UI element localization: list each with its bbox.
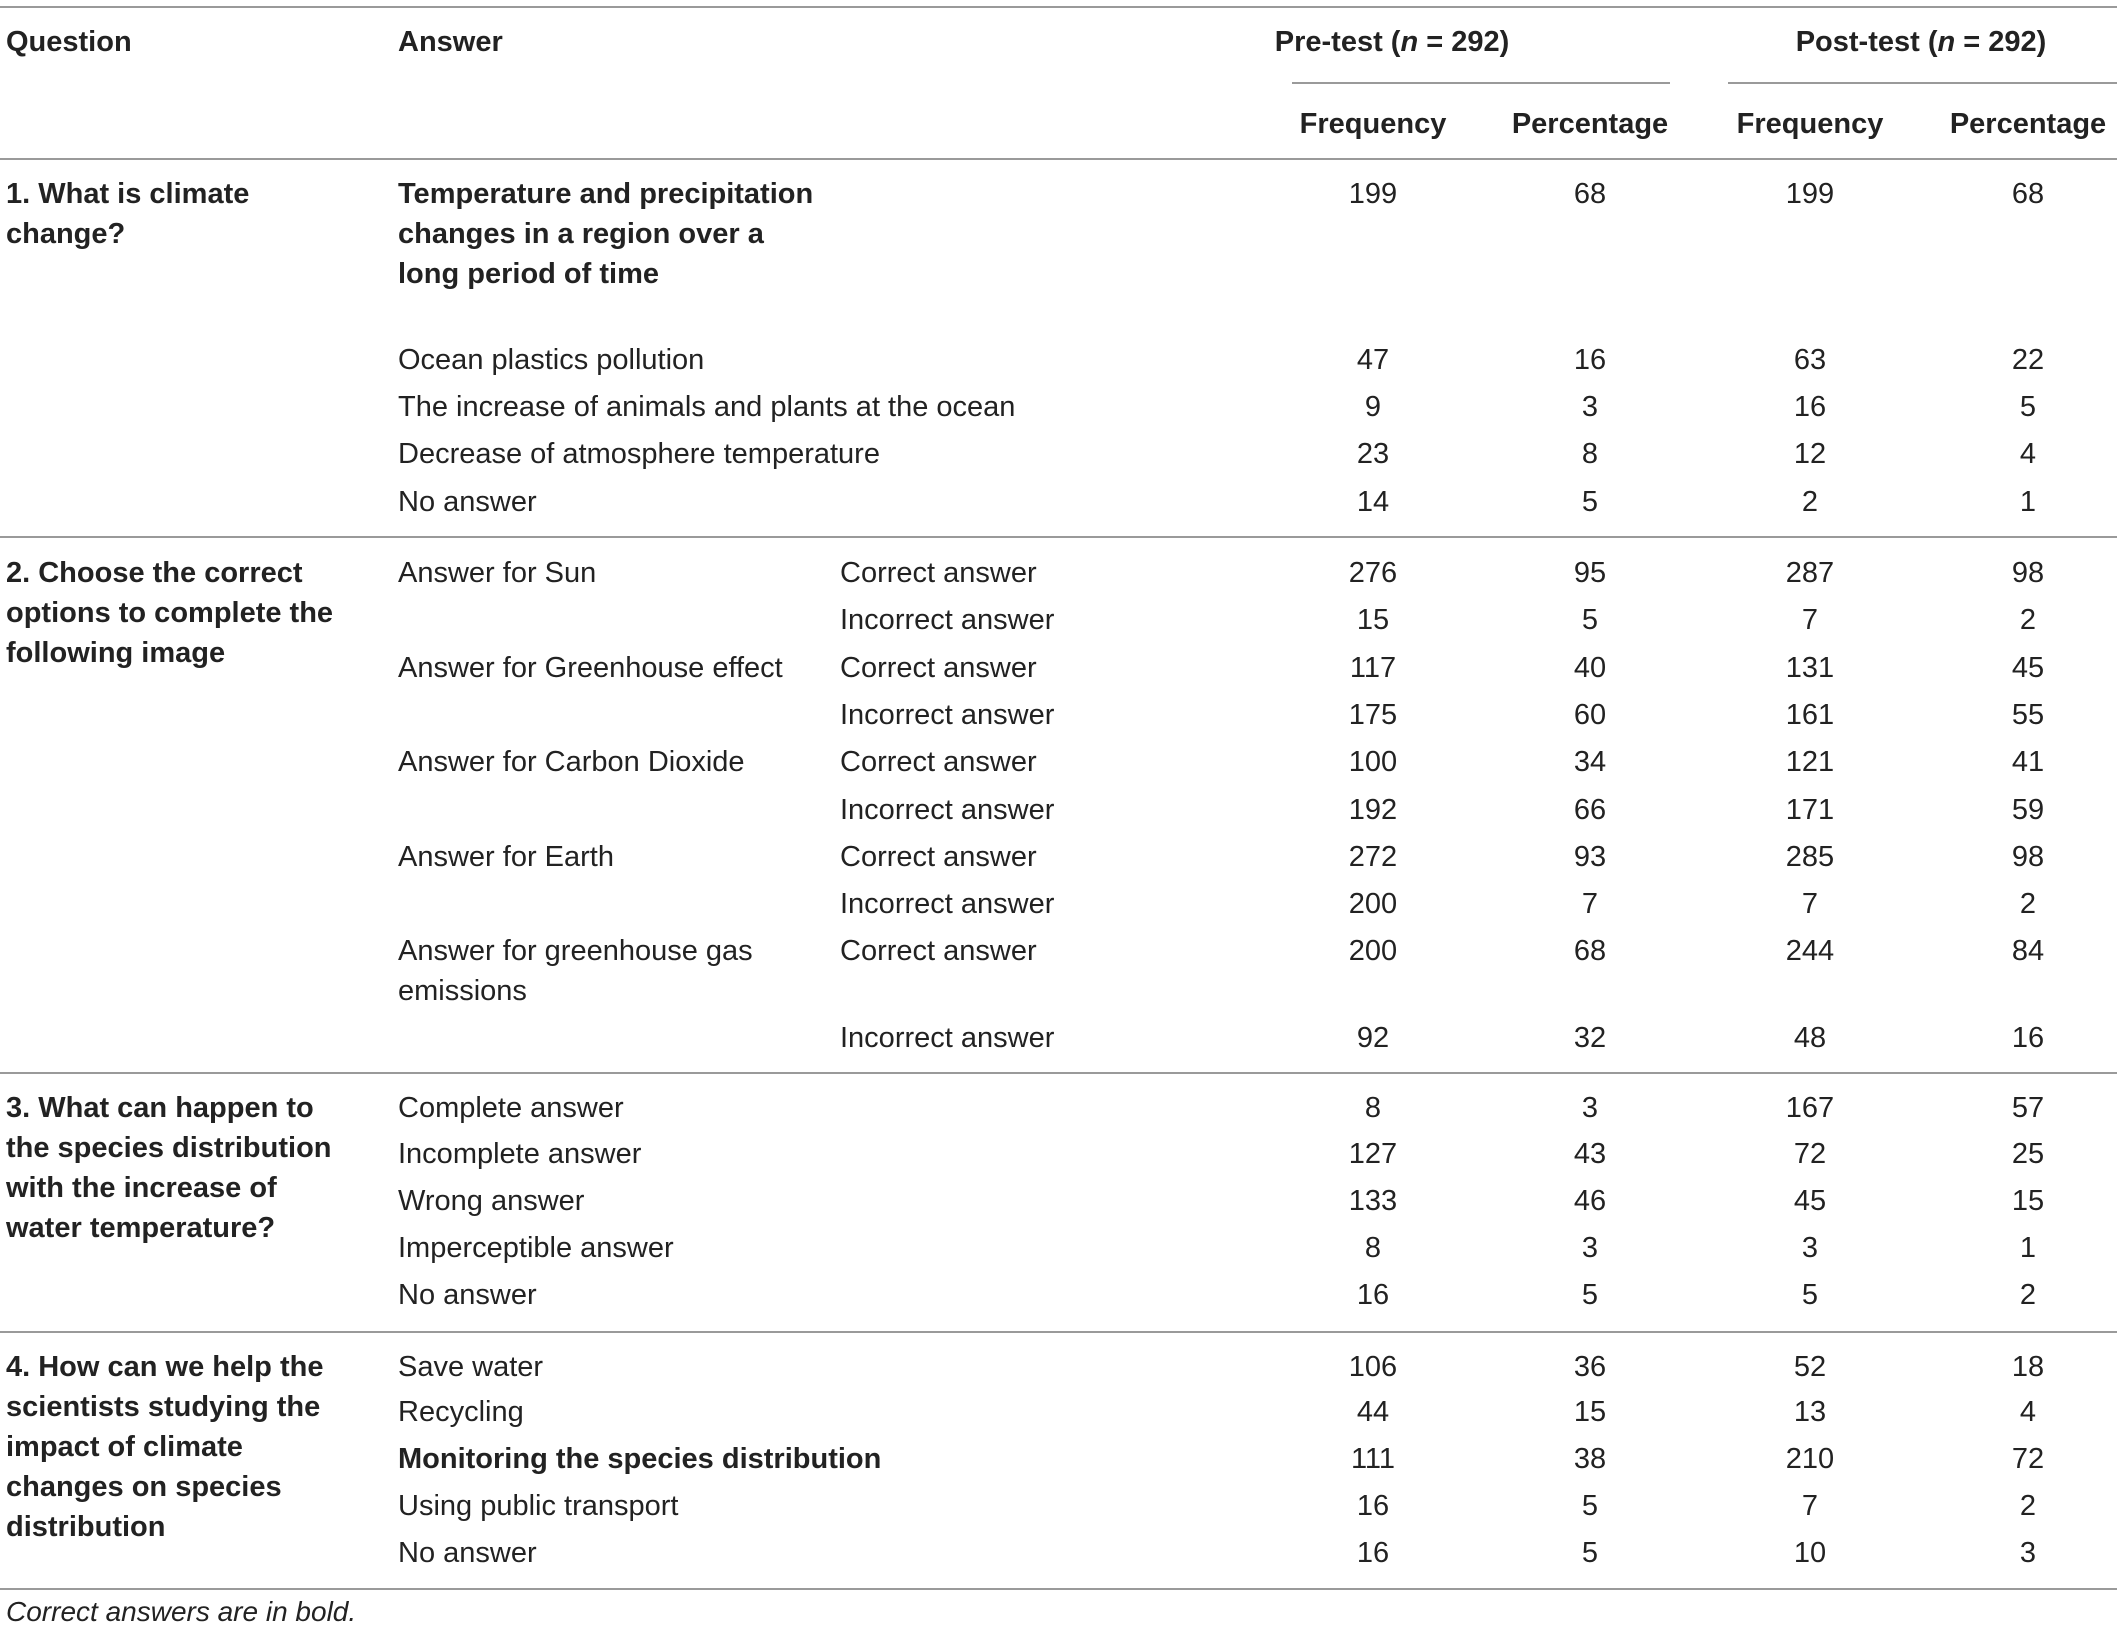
- pre-test-n-symbol: n: [1400, 26, 1419, 58]
- header-pre-test: [1275, 22, 1510, 62]
- post-freq-3-5: 5: [1801, 1279, 1819, 1311]
- post-pct-1-5: 1: [2019, 486, 2037, 518]
- pre-pct-4-5: 5: [1581, 1537, 1599, 1569]
- answer-4-2: Recycling: [398, 1396, 524, 1428]
- pre-freq-2-10: 92: [1356, 1022, 1390, 1054]
- header-post-test: [1796, 22, 2047, 62]
- post-pct-4-1: 18: [2011, 1351, 2045, 1383]
- pre-pct-3-4: 3: [1581, 1232, 1599, 1264]
- header-post-percentage: Percentage: [1949, 108, 2107, 140]
- answer-3-2: Incomplete answer: [398, 1138, 642, 1170]
- pre-pct-2-2: 5: [1581, 604, 1599, 636]
- post-freq-3-3: 45: [1793, 1185, 1827, 1217]
- post-freq-4-5: 10: [1793, 1537, 1827, 1569]
- post-pct-4-2: 4: [2019, 1396, 2037, 1428]
- pre-pct-1-3: 3: [1581, 391, 1599, 423]
- pre-pct-2-6: 66: [1573, 794, 1607, 826]
- post-pct-2-4: 55: [2011, 699, 2045, 731]
- pre-pct-2-1: 95: [1573, 557, 1607, 589]
- post-freq-3-1: 167: [1785, 1092, 1835, 1124]
- post-pct-2-10: 16: [2011, 1022, 2045, 1054]
- post-pct-1-3: 5: [2019, 391, 2037, 423]
- pre-test-n-value: = 292): [1418, 26, 1510, 58]
- post-freq-2-3: 131: [1785, 652, 1835, 684]
- pre-pct-4-2: 15: [1573, 1396, 1607, 1428]
- pre-pct-3-5: 5: [1581, 1279, 1599, 1311]
- pre-pct-1-1: 68: [1573, 178, 1607, 210]
- pre-freq-4-1: 106: [1348, 1351, 1398, 1383]
- pre-freq-2-1: 276: [1348, 557, 1398, 589]
- sub-answer-2-1: Correct answer: [840, 557, 1037, 589]
- pre-pct-3-2: 43: [1573, 1138, 1607, 1170]
- pre-pct-4-4: 5: [1581, 1490, 1599, 1522]
- post-freq-2-7: 285: [1785, 841, 1835, 873]
- pre-freq-2-7: 272: [1348, 841, 1398, 873]
- post-freq-1-5: 2: [1801, 486, 1819, 518]
- post-pct-4-4: 2: [2019, 1490, 2037, 1522]
- post-freq-1-3: 16: [1793, 391, 1827, 423]
- pre-freq-2-3: 117: [1349, 652, 1397, 684]
- answer-1-1: Temperature and precipitation changes in a region over a long period of time: [398, 178, 814, 290]
- answer-4-3: Monitoring the species distribution: [398, 1443, 882, 1475]
- post-pct-1-2: 22: [2011, 344, 2045, 376]
- answer-1-2: Ocean plastics pollution: [398, 344, 705, 376]
- pre-freq-3-1: 8: [1364, 1092, 1382, 1124]
- pre-pct-3-1: 3: [1581, 1092, 1599, 1124]
- pre-pct-2-5: 34: [1573, 746, 1607, 778]
- post-freq-1-1: 199: [1785, 178, 1835, 210]
- pre-freq-2-6: 192: [1348, 794, 1398, 826]
- sub-answer-2-2: Incorrect answer: [840, 604, 1055, 636]
- pre-pct-1-2: 16: [1573, 344, 1607, 376]
- pre-freq-1-4: 23: [1356, 438, 1390, 470]
- section-1-rule: [0, 536, 2117, 538]
- question-3: 3. What can happen to the species distribution with the increase of water temperature?: [6, 1092, 332, 1244]
- footnote: Correct answers are in bold.: [6, 1596, 357, 1627]
- pre-freq-4-3: 111: [1350, 1443, 1396, 1475]
- pre-freq-1-3: 9: [1364, 391, 1382, 423]
- post-freq-1-4: 12: [1793, 438, 1827, 470]
- sub-answer-2-10: Incorrect answer: [840, 1022, 1055, 1054]
- pre-freq-3-4: 8: [1364, 1232, 1382, 1264]
- pre-freq-2-9: 200: [1348, 935, 1398, 967]
- post-test-underline: [1728, 82, 2117, 84]
- post-freq-2-8: 7: [1801, 888, 1819, 920]
- post-freq-4-4: 7: [1801, 1490, 1819, 1522]
- post-freq-3-4: 3: [1801, 1232, 1819, 1264]
- answer-2-7: Answer for Earth: [398, 841, 614, 873]
- post-pct-3-3: 15: [2011, 1185, 2045, 1217]
- pre-pct-1-5: 5: [1581, 486, 1599, 518]
- question-2: 2. Choose the correct options to complete the following image: [6, 557, 334, 669]
- pre-pct-1-4: 8: [1581, 438, 1599, 470]
- post-pct-2-2: 2: [2019, 604, 2037, 636]
- pre-pct-2-9: 68: [1573, 935, 1607, 967]
- post-freq-2-2: 7: [1801, 604, 1819, 636]
- post-freq-2-1: 287: [1785, 557, 1835, 589]
- answer-4-4: Using public transport: [398, 1490, 679, 1522]
- answer-2-1: Answer for Sun: [398, 557, 597, 589]
- question-1: 1. What is climate change?: [6, 178, 250, 250]
- pre-freq-2-8: 200: [1348, 888, 1398, 920]
- sub-answer-2-3: Correct answer: [840, 652, 1037, 684]
- post-freq-2-9: 244: [1785, 935, 1835, 967]
- pre-freq-2-4: 175: [1348, 699, 1398, 731]
- pre-pct-3-3: 46: [1573, 1185, 1607, 1217]
- pre-freq-3-5: 16: [1356, 1279, 1390, 1311]
- pre-freq-3-3: 133: [1348, 1185, 1398, 1217]
- pre-freq-1-5: 14: [1356, 486, 1390, 518]
- post-pct-2-7: 98: [2011, 841, 2045, 873]
- pre-freq-4-2: 44: [1356, 1396, 1390, 1428]
- pre-pct-2-7: 93: [1573, 841, 1607, 873]
- answer-3-4: Imperceptible answer: [398, 1232, 674, 1264]
- post-freq-2-6: 171: [1785, 794, 1835, 826]
- header-bottom-rule: [0, 158, 2117, 160]
- header-question: Question: [6, 26, 132, 58]
- pre-pct-4-3: 38: [1573, 1443, 1607, 1475]
- pre-freq-4-4: 16: [1356, 1490, 1390, 1522]
- post-pct-2-3: 45: [2011, 652, 2045, 684]
- answer-3-1: Complete answer: [398, 1092, 624, 1124]
- post-pct-2-1: 98: [2011, 557, 2045, 589]
- post-pct-3-5: 2: [2019, 1279, 2037, 1311]
- pre-pct-2-10: 32: [1573, 1022, 1607, 1054]
- answer-1-5: No answer: [398, 486, 537, 518]
- post-freq-3-2: 72: [1793, 1138, 1827, 1170]
- header-pre-percentage: Percentage: [1511, 108, 1669, 140]
- post-freq-4-3: 210: [1785, 1443, 1835, 1475]
- answer-3-3: Wrong answer: [398, 1185, 585, 1217]
- post-pct-2-5: 41: [2011, 746, 2045, 778]
- answer-4-5: No answer: [398, 1537, 537, 1569]
- answer-3-5: No answer: [398, 1279, 537, 1311]
- pre-freq-3-2: 127: [1348, 1138, 1398, 1170]
- sub-answer-2-7: Correct answer: [840, 841, 1037, 873]
- post-freq-2-4: 161: [1785, 699, 1835, 731]
- table-top-rule: [0, 6, 2117, 8]
- pre-freq-2-2: 15: [1356, 604, 1390, 636]
- header-post-frequency: Frequency: [1736, 108, 1884, 140]
- sub-answer-2-9: Correct answer: [840, 935, 1037, 967]
- sub-answer-2-8: Incorrect answer: [840, 888, 1055, 920]
- header-pre-frequency: Frequency: [1299, 108, 1447, 140]
- pre-test-underline: [1292, 82, 1670, 84]
- post-pct-4-3: 72: [2011, 1443, 2045, 1475]
- answer-1-3: The increase of animals and plants at the ocean: [398, 391, 1016, 423]
- pre-freq-1-2: 47: [1356, 344, 1390, 376]
- table-bottom-rule: [0, 1588, 2117, 1590]
- pre-pct-2-3: 40: [1573, 652, 1607, 684]
- pre-freq-4-5: 16: [1356, 1537, 1390, 1569]
- sub-answer-2-4: Incorrect answer: [840, 699, 1055, 731]
- pre-freq-2-5: 100: [1348, 746, 1398, 778]
- post-freq-2-10: 48: [1793, 1022, 1827, 1054]
- answer-1-4: Decrease of atmosphere temperature: [398, 438, 880, 470]
- answer-2-3: Answer for Greenhouse effect: [398, 652, 783, 684]
- post-pct-2-6: 59: [2011, 794, 2045, 826]
- sub-answer-2-5: Correct answer: [840, 746, 1037, 778]
- question-4: 4. How can we help the scientists studying the impact of climate changes on species distribution: [6, 1351, 324, 1543]
- post-pct-2-9: 84: [2011, 935, 2045, 967]
- post-freq-4-2: 13: [1793, 1396, 1827, 1428]
- section-3-rule: [0, 1331, 2117, 1333]
- pre-pct-2-8: 7: [1581, 888, 1599, 920]
- sub-answer-2-6: Incorrect answer: [840, 794, 1055, 826]
- header-answer: Answer: [398, 26, 503, 58]
- post-test-n-value: = 292): [1955, 26, 2047, 58]
- pre-test-label: Pre-test (: [1274, 26, 1401, 58]
- post-test-n-symbol: n: [1937, 26, 1956, 58]
- post-test-label: Post-test (: [1795, 26, 1938, 58]
- post-pct-3-1: 57: [2011, 1092, 2045, 1124]
- answer-2-9: Answer for greenhouse gas emissions: [398, 935, 753, 1007]
- post-freq-1-2: 63: [1793, 344, 1827, 376]
- post-pct-3-2: 25: [2011, 1138, 2045, 1170]
- post-pct-1-4: 4: [2019, 438, 2037, 470]
- pre-freq-1-1: 199: [1348, 178, 1398, 210]
- post-pct-2-8: 2: [2019, 888, 2037, 920]
- pre-pct-4-1: 36: [1573, 1351, 1607, 1383]
- post-pct-1-1: 68: [2011, 178, 2045, 210]
- post-freq-2-5: 121: [1785, 746, 1835, 778]
- post-freq-4-1: 52: [1793, 1351, 1827, 1383]
- answer-4-1: Save water: [398, 1351, 544, 1383]
- section-2-rule: [0, 1072, 2117, 1074]
- post-pct-3-4: 1: [2019, 1232, 2037, 1264]
- post-pct-4-5: 3: [2019, 1537, 2037, 1569]
- pre-pct-2-4: 60: [1573, 699, 1607, 731]
- answer-2-5: Answer for Carbon Dioxide: [398, 746, 745, 778]
